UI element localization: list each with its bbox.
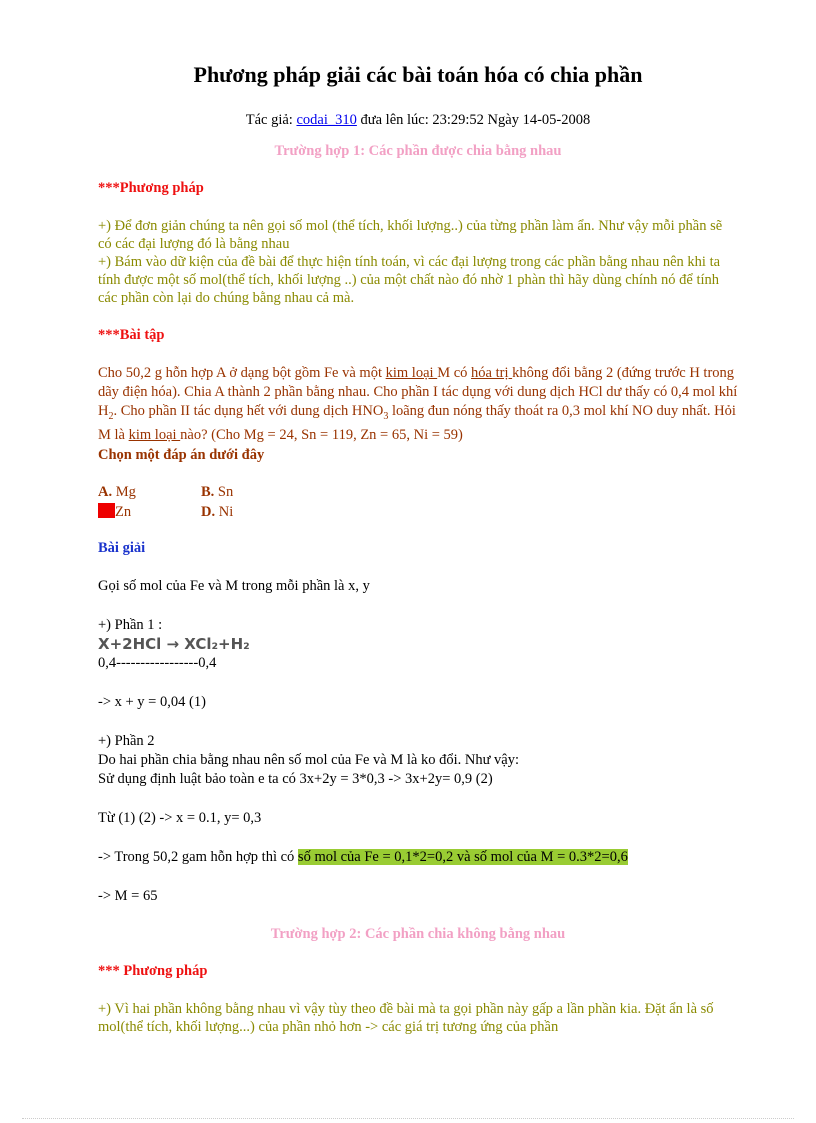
case1-method-heading: ***Phương pháp bbox=[98, 180, 204, 196]
page-title: Phương pháp giải các bài toán hóa có chia phần bbox=[193, 62, 643, 87]
exercise-t6: nào? (Cho Mg = 24, Sn = 119, Zn = 65, Ni = 59) bbox=[180, 426, 463, 443]
case1-method-p1: +) Để đơn giản chúng ta nên gọi số mol (thể tích, khối lượng..) của từng phần làm ẩn. Như vậy mỗi phần sẽ có các đại lượng đó là bằng nhau bbox=[98, 218, 723, 252]
case2-method-p1: +) Vì hai phần không bằng nhau vì vậy tùy theo đề bài mà ta gọi phần này gấp a lần phần kia. Đặt ẩn là số mol(thể tích, khối lượng...) của phần nhỏ hơn -> các giá trị tương ứng của phần bbox=[98, 1000, 714, 1035]
answer-c-value: Zn bbox=[115, 503, 132, 520]
author-prefix: Tác giả: bbox=[245, 112, 293, 128]
link-kim-loai-1[interactable]: kim loại bbox=[385, 365, 438, 381]
answer-d[interactable] bbox=[201, 502, 304, 522]
part1-block bbox=[98, 616, 738, 673]
part2-line-2: Sử dụng định luật bảo toàn e ta có 3x+2y = 3*0,3 -> 3x+2y= 0,9 (2) bbox=[98, 770, 493, 787]
answer-a[interactable] bbox=[98, 482, 201, 502]
answer-row-2 bbox=[98, 502, 738, 522]
solve-system: Từ (1) (2) -> x = 0.1, y= 0,3 bbox=[98, 809, 262, 826]
answer-a-value: Mg bbox=[112, 483, 136, 500]
answer-c[interactable] bbox=[98, 502, 201, 522]
answer-a-key: A. bbox=[98, 483, 113, 500]
mixture-moles bbox=[98, 848, 738, 867]
exercise-t1: Cho 50,2 g hỗn hợp A ở dạng bột gồm Fe và một bbox=[98, 365, 386, 381]
case2-method-text bbox=[98, 1000, 738, 1036]
mole-ratio: 0,4-----------------0,4 bbox=[98, 654, 217, 671]
document bbox=[98, 62, 738, 1056]
case1-method-p2: +) Bám vào dữ kiện của đề bài để thực hiện tính toán, vì các đại lượng trong các phần bằng nhau nên khi ta tính được một số mol(thể tích, khối lượng ..) của một chất nào đó nhờ 1 phàn thì hãy dùng chính nó để tính các phần còn lại do chúng bằng nhau cả mà. bbox=[98, 254, 721, 306]
page-footer-divider bbox=[22, 1118, 794, 1119]
part2-label: +) Phần 2 bbox=[98, 732, 155, 749]
case1-heading: Trường hợp 1: Các phần được chia bằng nhau bbox=[274, 143, 562, 159]
author-link[interactable]: codai_310 bbox=[296, 112, 357, 128]
answer-row-1 bbox=[98, 482, 738, 502]
answer-b-key: B. bbox=[201, 483, 215, 500]
solution-heading: Bài giải bbox=[98, 539, 146, 556]
part1-label: +) Phần 1 : bbox=[98, 616, 163, 633]
h2-subscript: 2 bbox=[108, 410, 114, 422]
equation-1: -> x + y = 0,04 (1) bbox=[98, 693, 206, 710]
exercise-t3: không đổi bằng 2 (đứng trước H trong dãy điện hóa). Chia A thành 2 phần bằng nhau. Cho phần I tác dụng với dung dịch HCl dư thấy có 0,4 mol khí H bbox=[98, 365, 738, 419]
case1-method-text bbox=[98, 217, 738, 307]
m-result: -> M = 65 bbox=[98, 887, 158, 904]
reaction-equation: X+2HCl → XCl₂+H₂ bbox=[98, 634, 250, 653]
hno3-subscript: 3 bbox=[383, 410, 389, 422]
part2-block bbox=[98, 732, 738, 789]
mixture-prefix: -> Trong 50,2 gam hỗn hợp thì có bbox=[98, 848, 298, 865]
exercise-text bbox=[98, 364, 738, 445]
correct-answer-marker bbox=[98, 503, 115, 518]
case2-heading: Trường hợp 2: Các phần chia không bằng nhau bbox=[270, 925, 566, 942]
exercise-t4: . Cho phần II tác dụng hết với dung dịch HNO bbox=[113, 403, 384, 419]
author-suffix: đưa lên lúc: 23:29:52 Ngày 14-05-2008 bbox=[360, 112, 591, 128]
answer-options bbox=[98, 482, 738, 522]
part2-line-1: Do hai phần chia bằng nhau nên số mol của Fe và M là ko đổi. Như vậy: bbox=[98, 751, 520, 768]
highlighted-result: số mol của Fe = 0,1*2=0,2 và số mol của M = 0.3*2=0,6 bbox=[297, 848, 628, 865]
answer-d-value: Ni bbox=[215, 503, 234, 520]
solution-intro: Gọi số mol của Fe và M trong mỗi phần là x, y bbox=[98, 577, 370, 594]
case2-method-heading: *** Phương pháp bbox=[98, 962, 208, 979]
author-line bbox=[98, 112, 738, 129]
answer-d-key: D. bbox=[201, 503, 216, 520]
exercise-t2: M có bbox=[437, 365, 472, 381]
answer-b-value: Sn bbox=[214, 483, 234, 500]
choose-answer-label: Chọn một đáp án dưới đây bbox=[98, 446, 265, 463]
answer-b[interactable] bbox=[201, 482, 304, 502]
exercise-heading: ***Bài tập bbox=[98, 327, 165, 343]
exercise-t5: loãng đun nóng thấy thoát ra 0,3 mol khí NO duy nhất. Hỏi M là bbox=[98, 403, 736, 443]
link-hoa-tri[interactable]: hóa trị bbox=[471, 365, 513, 381]
link-kim-loai-2[interactable]: kim loại bbox=[128, 426, 181, 443]
